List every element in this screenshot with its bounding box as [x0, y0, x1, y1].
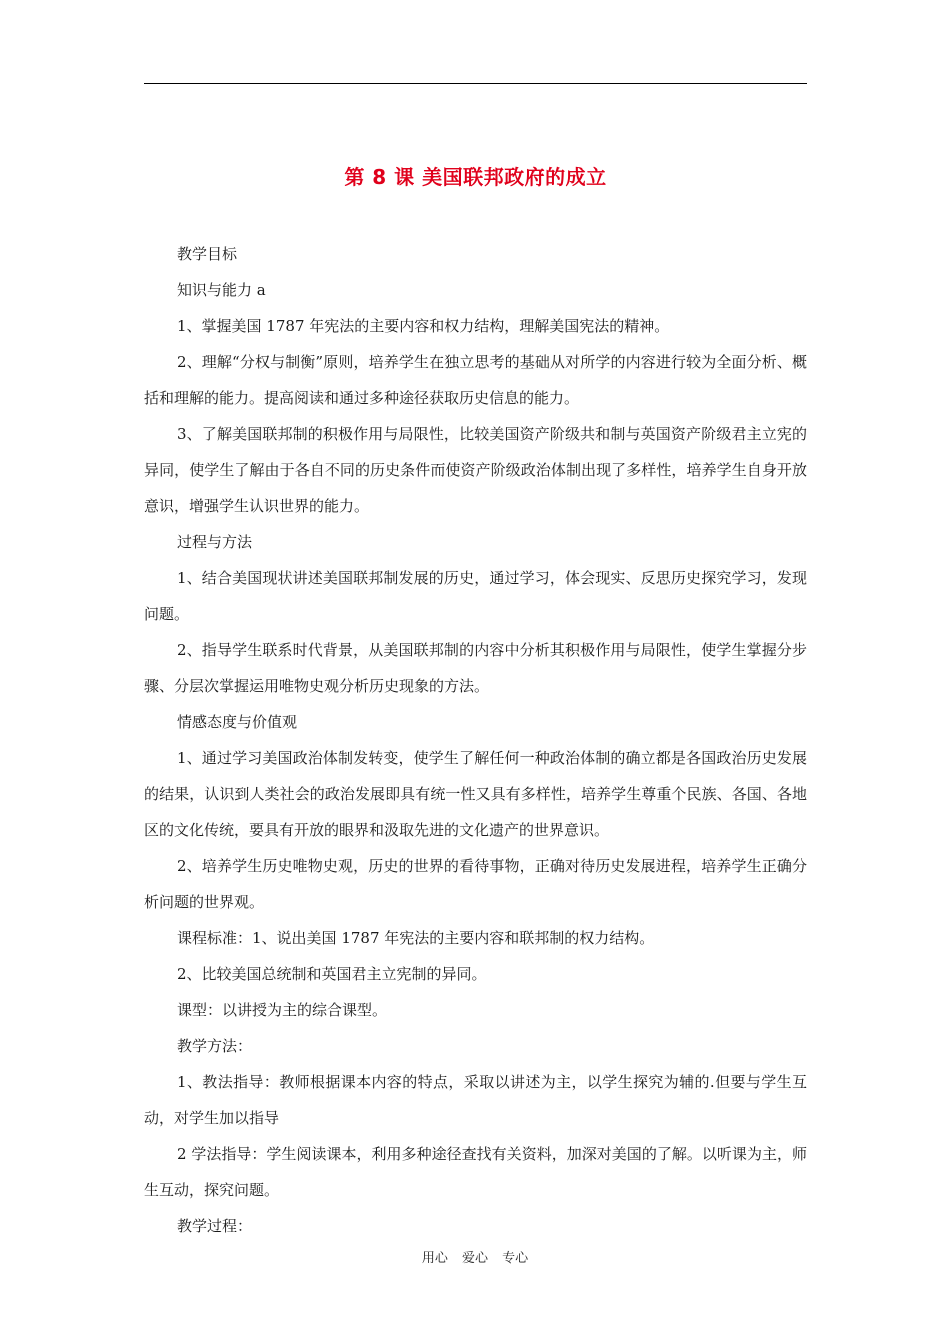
page-footer: 用心 爱心 专心: [421, 1251, 529, 1266]
paragraph: 1、掌握美国 1787 年宪法的主要内容和权力结构，理解美国宪法的精神。: [177, 317, 670, 335]
paragraph: 过程与方法: [177, 533, 253, 551]
paragraph: 教学目标: [177, 245, 238, 263]
document-title: 第 8 课 美国联邦政府的成立: [344, 165, 607, 189]
header-rule: [144, 83, 807, 84]
paragraph: 2、比较美国总统制和英国君主立宪制的异同。: [177, 965, 487, 983]
paragraph: 课型：以讲授为主的综合课型。: [177, 1001, 388, 1019]
paragraph: 教学过程：: [177, 1217, 253, 1235]
paragraph: 教学方法：: [177, 1037, 253, 1055]
document-body: [144, 236, 807, 1244]
paragraph: 1、通过学习美国政治体制发转变，使学生了解任何一种政治体制的确立都是各国政治历史发展的结果，认识到人类社会的政治发展即具有统一性又具有多样性，培养学生尊重个民族、各国、各地区的文化传统，要具有开放的眼界和汲取先进的文化遗产的世界意识。: [144, 749, 807, 839]
paragraph: 1、教法指导：教师根据课本内容的特点，采取以讲述为主，以学生探究为辅的.但要与学生互动，对学生加以指导: [144, 1073, 807, 1127]
paragraph: 2、指导学生联系时代背景，从美国联邦制的内容中分析其积极作用与局限性，使学生掌握分步骤、分层次掌握运用唯物史观分析历史现象的方法。: [144, 641, 807, 695]
paragraph: 2、理解“分权与制衡”原则，培养学生在独立思考的基础从对所学的内容进行较为全面分析、概括和理解的能力。提高阅读和通过多种途径获取历史信息的能力。: [144, 353, 807, 407]
paragraph: 2、培养学生历史唯物史观，历史的世界的看待事物，正确对待历史发展进程，培养学生正确分析问题的世界观。: [144, 857, 807, 911]
paragraph: 3、了解美国联邦制的积极作用与局限性，比较美国资产阶级共和制与英国资产阶级君主立宪的异同，使学生了解由于各自不同的历史条件而使资产阶级政治体制出现了多样性，培养学生自身开放意识，增强学生认识世界的能力。: [144, 425, 807, 515]
paragraph: 知识与能力 a: [177, 281, 266, 299]
paragraph: 情感态度与价值观: [177, 713, 298, 731]
paragraph: 1、结合美国现状讲述美国联邦制发展的历史，通过学习，体会现实、反思历史探究学习，发现问题。: [144, 569, 807, 623]
paragraph: 2 学法指导：学生阅读课本，利用多种途径查找有关资料，加深对美国的了解。以听课为主，师生互动，探究问题。: [144, 1145, 807, 1199]
paragraph: 课程标准：1、说出美国 1787 年宪法的主要内容和联邦制的权力结构。: [177, 929, 655, 947]
